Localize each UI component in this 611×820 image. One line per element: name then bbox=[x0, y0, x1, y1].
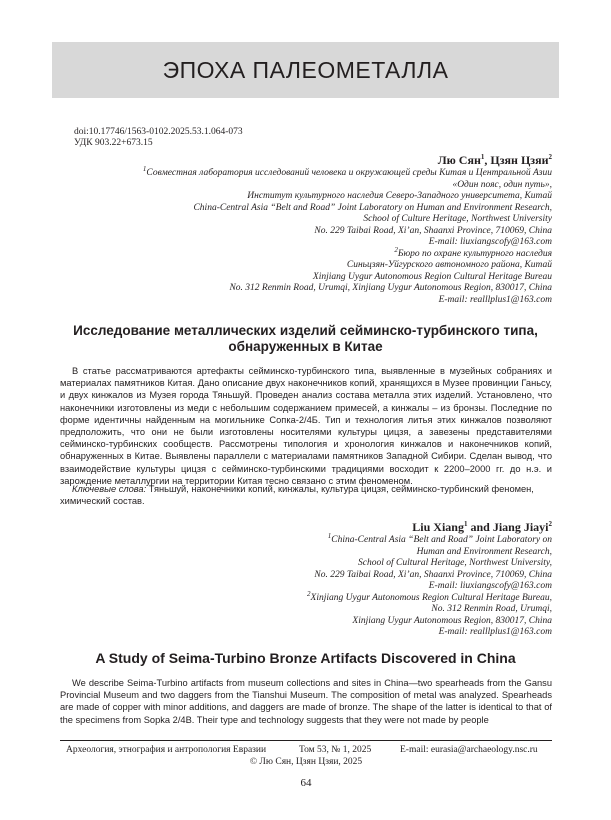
en-author-block bbox=[120, 520, 552, 639]
en-affil-line: School of Cultural Heritage, Northwest University, bbox=[358, 558, 552, 568]
en-affil-line: Human and Environment Research, bbox=[416, 546, 552, 557]
en-author-1: Liu Xiang bbox=[412, 520, 464, 534]
ru-affil-line: No. 229 Taibai Road, Xi’an, Shaanxi Province, 710069, China bbox=[314, 225, 552, 236]
en-affil-line: Xinjiang Uygur Autonomous Region, 830017, China bbox=[352, 615, 552, 626]
ru-affil-email: E-mail: liuxiangscofy@163.com bbox=[428, 237, 552, 247]
ru-abstract bbox=[60, 365, 552, 487]
ru-affil-text: Бюро по охране культурного наследия bbox=[397, 248, 552, 259]
en-affil-text: China-Central Asia “Belt and Road” Joint Laboratory on bbox=[331, 535, 552, 545]
ru-affil-line: Синьцзян-Уйгурского автономного района, Китай bbox=[346, 260, 552, 270]
en-affil-line bbox=[120, 531, 552, 547]
en-author-1-sup: 1 bbox=[463, 520, 468, 528]
ru-author-1: Лю Сян bbox=[437, 153, 481, 167]
en-author-2: Jiang Jiayi bbox=[492, 520, 549, 534]
footer-copyright: © Лю Сян, Цзян Цзяи, 2025 bbox=[249, 757, 363, 767]
ru-affil-line: Xinjiang Uygur Autonomous Region Cultural Heritage Bureau bbox=[312, 271, 552, 282]
ru-affil-sup1: 1 bbox=[142, 164, 147, 173]
ru-affil-line bbox=[120, 245, 552, 261]
en-affil-line: No. 229 Taibai Road, Xi’an, Shaanxi Province, 710069, China bbox=[314, 569, 552, 580]
ru-author-line bbox=[120, 153, 552, 168]
en-affil-sup2: 2 bbox=[307, 589, 311, 598]
ru-title-line-1: Исследование металлических изделий сейминско-турбинского типа, bbox=[73, 323, 538, 338]
en-abstract-text: We describe Seima-Turbino artifacts from museum collections and sites in China—two spearheads from the Gansu Provincial Museum and two daggers from the Tianshui Museum. The composition of metal was analyzed. Spearheads are made of copper with minor additions, and daggers are made of bronze. The shape of the latter is identical to that of the specimens from Sopka 2/4B. Their type and technology suggests that they were not made by people bbox=[60, 678, 552, 725]
ru-affil-text: Совместная лаборатория исследований человека и окружающей среды Китая и Центральной Азии bbox=[146, 168, 552, 178]
en-article-title: A Study of Seima-Turbino Bronze Artifacts Discovered in China bbox=[95, 650, 516, 666]
section-banner bbox=[52, 42, 559, 98]
udk: УДК 903.22+673.15 bbox=[74, 138, 153, 148]
ru-affil-sup2: 2 bbox=[394, 245, 398, 254]
keywords-text: Тяньшуй, наконечники копий, кинжалы, культура цицзя, сейминско-турбинский феномен, химический состав. bbox=[60, 484, 534, 507]
doi: doi:10.17746/1563-0102.2025.53.1.064-073 bbox=[74, 127, 243, 137]
ru-affil-line: China-Central Asia “Belt and Road” Joint Laboratory on Human and Environment Research, bbox=[193, 202, 552, 213]
ru-affil-line: School of Culture Heritage, Northwest University bbox=[363, 214, 552, 224]
footer-journal: Археология, этнография и антропология Евразии bbox=[66, 745, 267, 755]
ru-title-line-2: обнаруженных в Китае bbox=[228, 339, 383, 354]
page-number: 64 bbox=[300, 777, 312, 789]
en-affil-line: No. 312 Renmin Road, Urumqi, bbox=[431, 604, 552, 614]
ru-affil-line: No. 312 Renmin Road, Urumqi, Xinjiang Uygur Autonomous Region, 830017, China bbox=[229, 283, 552, 293]
en-author-line bbox=[120, 520, 552, 535]
ru-affil-line: Институт культурного наследия Северо-Западного университета, Китай bbox=[247, 191, 552, 201]
footer-email: E-mail: eurasia@archaeology.nsc.ru bbox=[400, 745, 538, 755]
ru-author-2-sup: 2 bbox=[548, 153, 552, 161]
en-affil-line bbox=[120, 589, 552, 605]
en-author-sep: and bbox=[467, 520, 493, 534]
footer-divider bbox=[60, 740, 552, 741]
en-author-2-sup: 2 bbox=[548, 520, 552, 528]
footer-volume: Том 53, № 1, 2025 bbox=[299, 745, 372, 755]
ru-affil-line bbox=[120, 164, 552, 180]
en-affil-text: Xinjiang Uygur Autonomous Region Cultural Heritage Bureau, bbox=[310, 592, 552, 603]
ru-affil-line: «Один пояс, один путь», bbox=[452, 179, 552, 190]
ru-author-1-sup: 1 bbox=[480, 153, 485, 161]
en-affil-sup1: 1 bbox=[327, 531, 332, 540]
ru-article-title bbox=[60, 323, 551, 355]
section-title: ЭПОХА ПАЛЕОМЕТАЛЛА bbox=[162, 56, 449, 83]
ru-author-sep: , bbox=[484, 153, 491, 167]
ru-author-block bbox=[120, 153, 552, 306]
ru-author-2: Цзян Цзяи bbox=[490, 153, 549, 167]
en-affil-email: E-mail: liuxiangscofy@163.com bbox=[428, 581, 552, 591]
en-affil-email: E-mail: realllplus1@163.com bbox=[438, 627, 552, 637]
keywords-label: Ключевые слова: bbox=[72, 484, 147, 494]
ru-affil-email: E-mail: realllplus1@163.com bbox=[438, 294, 552, 305]
ru-abstract-text: В статье рассматриваются артефакты сейминско-турбинского типа, выявленные в музейных собраниях и материалах памятников Китая. Дано описание двух наконечников копий, хранящихся в Музее провинции Ганьсу, и двух кинжалов из Музея города Тяньшуй. Проведен анализ состава металла этих изделий. Установлено, что наконечники изготовлены из меди с небольшим содержанием примесей, а кинжалы – из бронзы. Последние по форме идентичны найденным на могильнике Сопка-2/4Б. Тип и технология литья этих кинжалов позволяют предположить, что они не были изготовлены носителями культуры цицзя, а завезены представителями сейминско-турбинских сообществ. Рассмотрены типология и хронология кинжалов и наконечников копий, обнаруженных в Китае. Выявлены параллели с материалами памятников Западной Сибири. Сделан вывод, что взаимодействие культуры цицзя с сейминско-турбинскими традициями восходит к 2200–2000 гг. до н.э. и зарождение металлургии на территории Китая тесно связано с этим феноменом. bbox=[60, 366, 552, 486]
en-abstract bbox=[60, 677, 552, 726]
keywords bbox=[60, 483, 552, 507]
